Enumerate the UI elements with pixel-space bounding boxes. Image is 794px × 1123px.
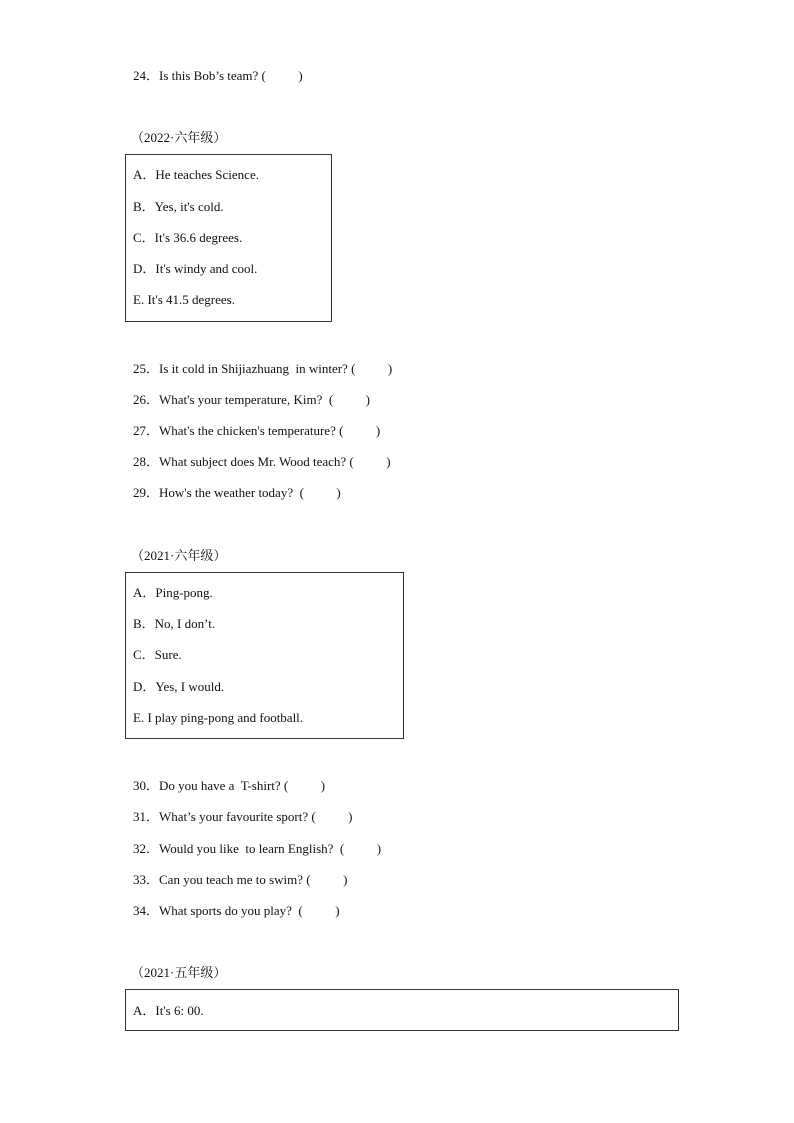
question-28: 28．What subject does Mr. Wood teach? ( ): [133, 454, 391, 469]
section-source-2022: （2022·六年级）: [131, 130, 227, 145]
options-box-2021-grade6: [125, 572, 404, 739]
question-26: 26．What's your temperature, Kim? ( ): [133, 392, 370, 407]
option-d: D．Yes, I would.: [133, 679, 225, 694]
option-a: A．It's 6: 00.: [133, 1003, 204, 1018]
section-source-2021-grade5: （2021·五年级）: [131, 965, 227, 980]
question-32: 32．Would you like to learn English? ( ): [133, 841, 382, 856]
question-29: 29．How's the weather today? ( ): [133, 485, 341, 500]
question-31: 31．What’s your favourite sport? ( ): [133, 809, 353, 824]
option-a: A．Ping-pong.: [133, 585, 213, 600]
option-b: B．Yes, it's cold.: [133, 199, 224, 214]
options-box-2021-grade5: [125, 989, 679, 1031]
question-30: 30．Do you have a T-shirt? ( ): [133, 778, 326, 793]
question-33: 33．Can you teach me to swim? ( ): [133, 872, 348, 887]
question-25: 25．Is it cold in Shijiazhuang in winter? ( ): [133, 361, 393, 376]
options-box-2022: [125, 154, 332, 322]
option-e: E. It's 41.5 degrees.: [133, 292, 235, 307]
option-e: E. I play ping-pong and football.: [133, 710, 304, 725]
option-a: A．He teaches Science.: [133, 167, 259, 182]
option-c: C．It's 36.6 degrees.: [133, 230, 243, 245]
question-24: 24．Is this Bob’s team? ( ): [133, 68, 303, 83]
option-b: B．No, I don’t.: [133, 616, 216, 631]
question-34: 34．What sports do you play? ( ): [133, 903, 340, 918]
option-d: D．It's windy and cool.: [133, 261, 258, 276]
section-source-2021-grade6: （2021·六年级）: [131, 548, 227, 563]
option-c: C．Sure.: [133, 647, 182, 662]
question-27: 27．What's the chicken's temperature? ( ): [133, 423, 381, 438]
